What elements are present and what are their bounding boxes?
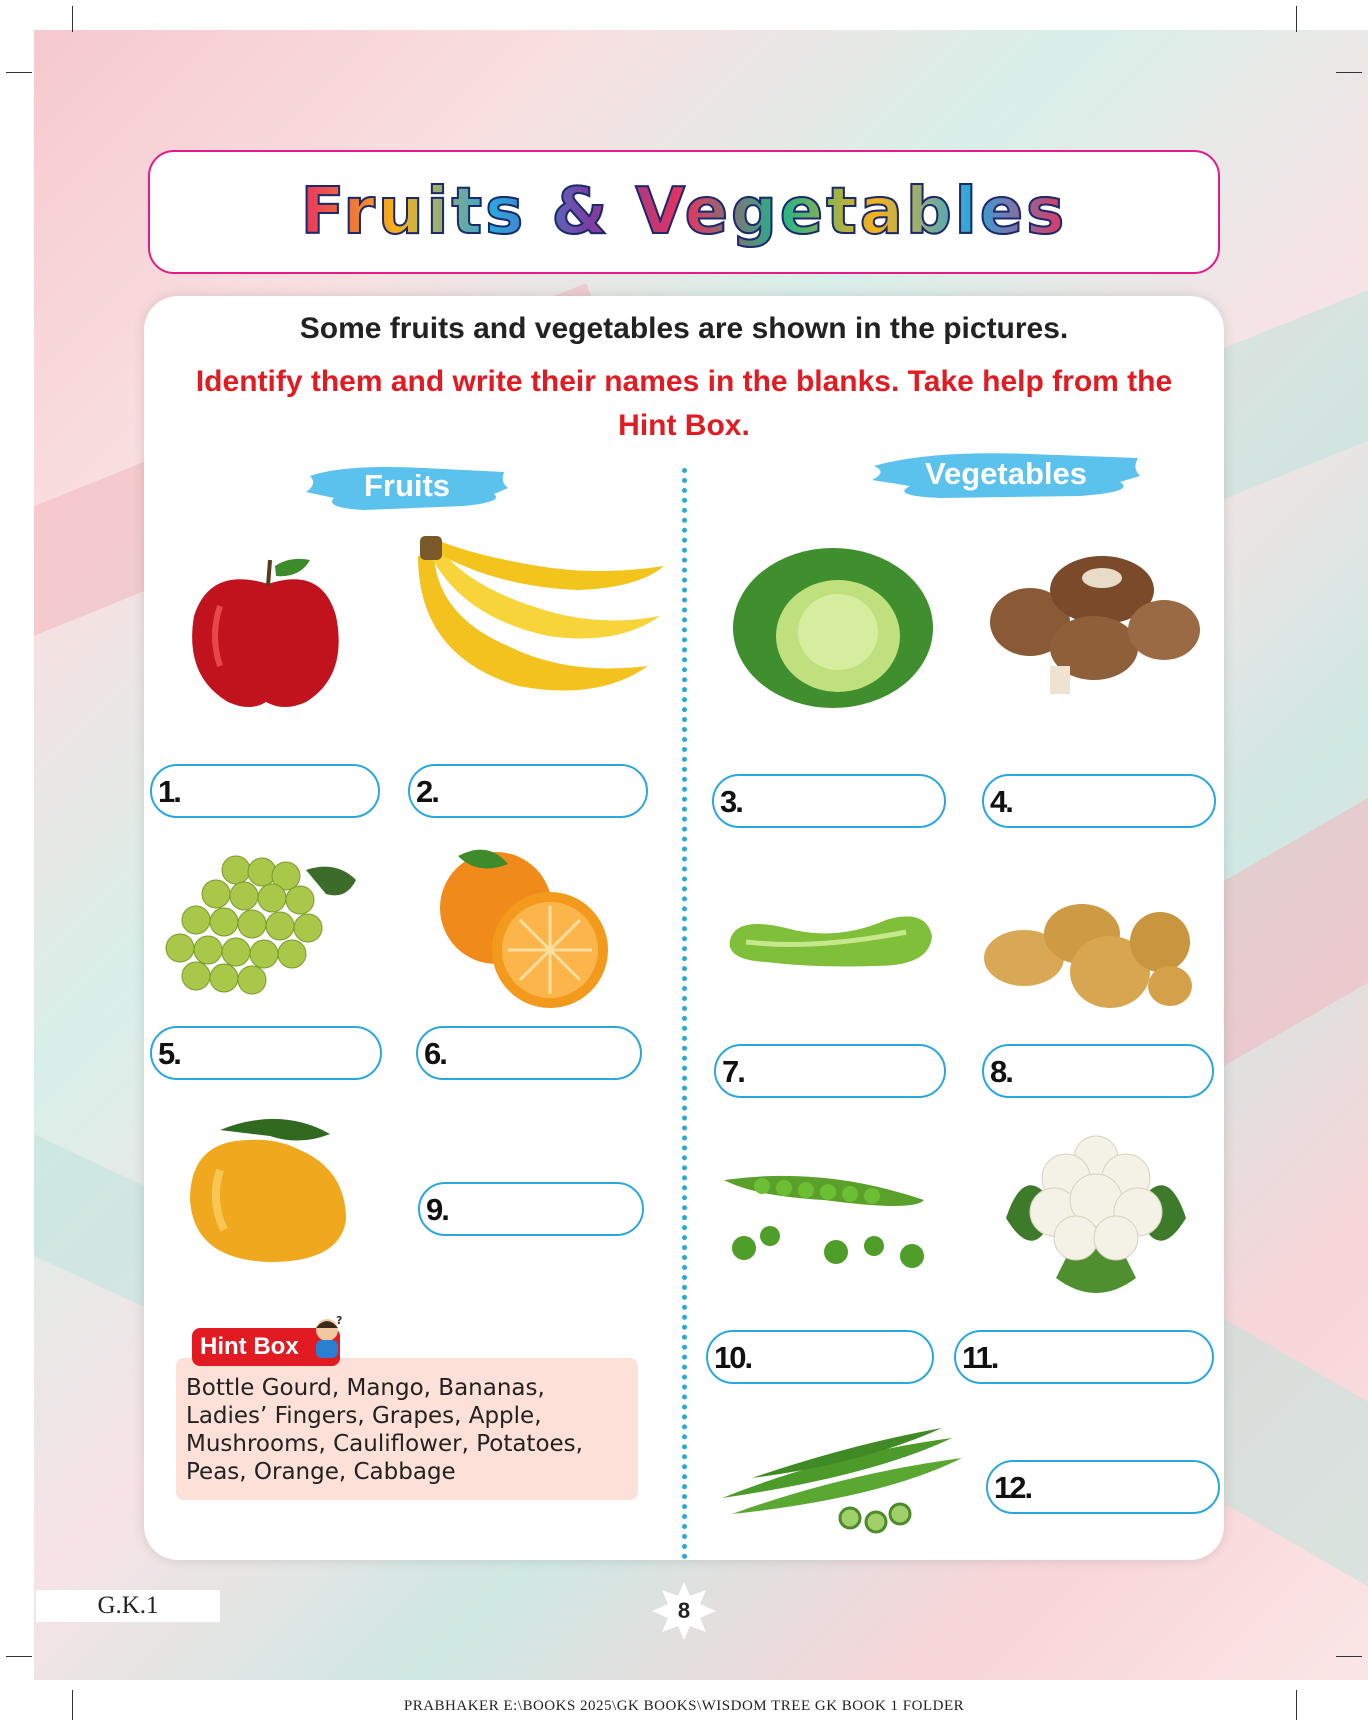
answer-blank-6[interactable] <box>416 1026 642 1080</box>
blank-number: 8. <box>990 1054 1012 1089</box>
page-title: Fruits & Vegetables <box>300 175 1068 249</box>
vegetables-heading <box>870 448 1142 500</box>
thinking-child-icon <box>310 1316 344 1360</box>
fruits-heading-label: Fruits <box>363 468 451 503</box>
print-info: PRABHAKER E:\BOOKS 2025\GK BOOKS\WISDOM TREE GK BOOK 1 FOLDER <box>403 1698 965 1714</box>
blank-number: 9. <box>426 1192 448 1227</box>
book-label: G.K.1 <box>36 1590 220 1622</box>
answer-blank-8[interactable] <box>982 1044 1214 1098</box>
instruction-line-2: Identify them and write their names in the blanks. Take help from the Hint Box. <box>195 365 1173 442</box>
orange-icon <box>428 846 624 1008</box>
mango-icon <box>180 1110 350 1270</box>
page-number <box>652 1582 716 1640</box>
blank-number: 2. <box>416 774 438 809</box>
svg-text:?: ? <box>336 1316 343 1327</box>
answer-blank-3[interactable] <box>712 774 946 828</box>
hint-line-2: Ladies’ Fingers, Grapes, Apple, <box>186 1403 542 1429</box>
cabbage-icon <box>728 536 938 712</box>
fruits-heading <box>304 460 510 512</box>
blank-number: 6. <box>424 1036 446 1071</box>
blank-number: 4. <box>990 784 1012 819</box>
answer-blank-5[interactable] <box>150 1026 382 1080</box>
blank-number: 10. <box>714 1340 752 1375</box>
answer-blank-2[interactable] <box>408 764 648 818</box>
peas-icon <box>714 1156 936 1272</box>
ladies-fingers-icon <box>712 1424 966 1536</box>
blank-number: 12. <box>994 1470 1032 1505</box>
page-number-label: 8 <box>677 1598 691 1623</box>
hint-box-label <box>192 1316 343 1366</box>
cauliflower-icon <box>996 1128 1196 1300</box>
hint-line-4: Peas, Orange, Cabbage <box>186 1459 456 1485</box>
answer-blank-10[interactable] <box>706 1330 934 1384</box>
answer-blank-9[interactable] <box>418 1182 644 1236</box>
answer-blank-1[interactable] <box>150 764 380 818</box>
blank-number: 11. <box>962 1340 998 1375</box>
hint-box <box>176 1358 638 1500</box>
answer-blank-4[interactable] <box>982 774 1216 828</box>
grapes-icon <box>156 850 372 1006</box>
answer-blank-11[interactable] <box>954 1330 1214 1384</box>
potatoes-icon <box>982 886 1194 1010</box>
apple-icon <box>180 526 350 716</box>
blank-number: 3. <box>720 784 742 819</box>
answer-blank-7[interactable] <box>714 1044 946 1098</box>
bananas-icon <box>398 536 666 708</box>
hint-box-title: Hint Box <box>200 1333 299 1360</box>
column-divider <box>682 468 687 1560</box>
answer-blank-12[interactable] <box>986 1460 1220 1514</box>
blank-number: 1. <box>158 774 180 809</box>
title-banner <box>148 150 1220 274</box>
blank-number: 7. <box>722 1054 744 1089</box>
bottle-gourd-icon <box>726 906 936 978</box>
blank-number: 5. <box>158 1036 180 1071</box>
hint-line-1: Bottle Gourd, Mango, Bananas, <box>186 1375 545 1401</box>
vegetables-heading-label: Vegetables <box>925 456 1087 491</box>
hint-line-3: Mushrooms, Cauliflower, Potatoes, <box>186 1431 583 1457</box>
mushrooms-icon <box>982 550 1204 698</box>
instruction-line-1: Some fruits and vegetables are shown in the pictures. <box>299 312 1069 345</box>
